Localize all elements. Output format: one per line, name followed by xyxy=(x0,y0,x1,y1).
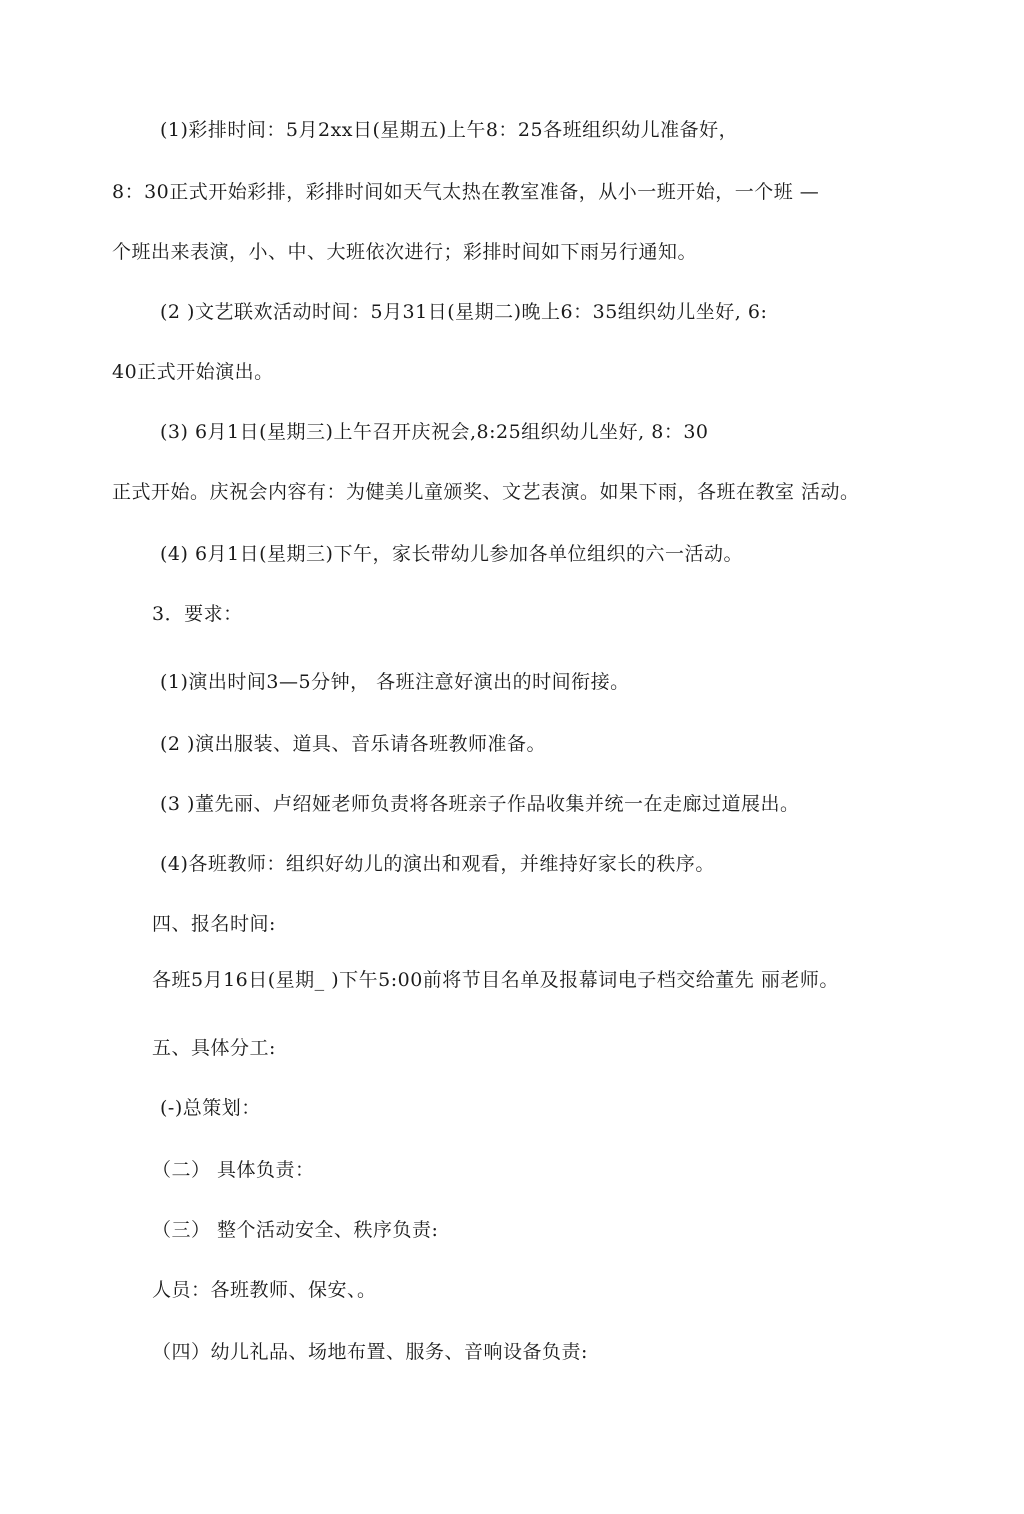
requirement-4: (4)各班教师：组织好幼儿的演出和观看，并维持好家长的秩序。 xyxy=(160,853,715,875)
requirements-heading: 3．要求： xyxy=(152,603,243,625)
schedule-item-1-line-1: (1)彩排时间：5月2xx日(星期五)上午8：25各班组织幼儿准备好， xyxy=(160,119,739,141)
requirement-3: (3 )董先丽、卢绍娅老师负责将各班亲子作品收集并统一在走廊过道展出。 xyxy=(160,793,800,815)
division-item-2: （二） 具体负责： xyxy=(152,1159,315,1181)
schedule-item-4-line-1: (4) 6月1日(星期三)下午，家长带幼儿参加各单位组织的六一活动。 xyxy=(160,543,743,565)
schedule-item-3-line-1: (3) 6月1日(星期三)上午召开庆祝会,8:25组织幼儿坐好, 8：30 xyxy=(160,421,709,443)
requirement-2: (2 )演出服装、道具、音乐请各班教师准备。 xyxy=(160,733,546,755)
registration-text: 各班5月16日(星期_ )下午5:00前将节目名单及报幕词电子档交给董先 丽老师。 xyxy=(152,969,839,991)
schedule-item-2-line-2: 40正式开始演出。 xyxy=(112,361,274,383)
schedule-item-1-line-3: 个班出来表演，小、中、大班依次进行；彩排时间如下雨另行通知。 xyxy=(112,241,698,263)
schedule-item-1-line-2: 8：30正式开始彩排，彩排时间如天气太热在教室准备，从小一班开始，一个班 — xyxy=(112,181,820,203)
requirement-1: (1)演出时间3—5分钟， 各班注意好演出的时间衔接。 xyxy=(160,671,630,693)
schedule-item-3-line-2: 正式开始。庆祝会内容有：为健美儿童颁奖、文艺表演。如果下雨，各班在教室 活动。 xyxy=(112,481,860,503)
division-item-3: （三） 整个活动安全、秩序负责: xyxy=(152,1219,439,1241)
division-item-4: （四）幼儿礼品、场地布置、服务、音响设备负责: xyxy=(152,1341,588,1363)
division-heading: 五、具体分工: xyxy=(152,1037,276,1059)
schedule-item-2-line-1: (2 )文艺联欢活动时间：5月31日(星期二)晚上6：35组织幼儿坐好, 6: xyxy=(160,301,768,323)
division-item-1: (-)总策划： xyxy=(160,1097,261,1119)
registration-heading: 四、报名时间: xyxy=(152,913,276,935)
division-item-3-staff: 人员：各班教师、保安、。 xyxy=(152,1279,377,1301)
